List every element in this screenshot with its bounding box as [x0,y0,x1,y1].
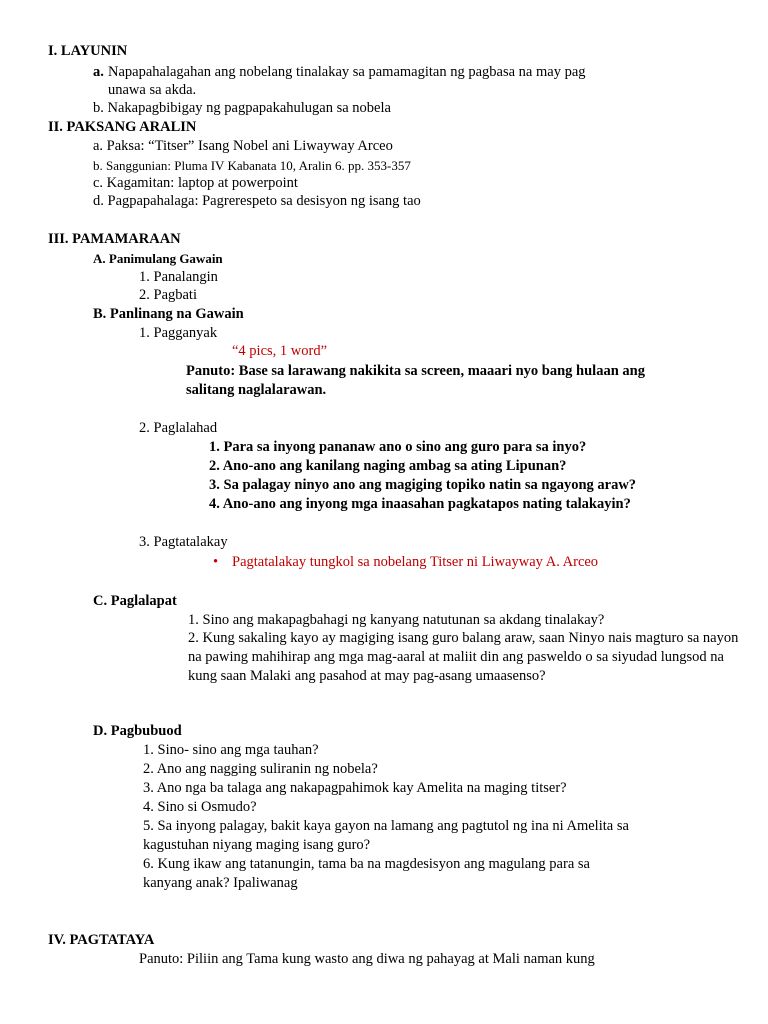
heading-paglalapat: C. Paglalapat [93,593,177,609]
heading-panimulang-gawain: A. Panimulang Gawain [93,251,223,266]
heading-pagtataya: IV. PAGTATAYA [48,932,155,948]
panuto-line1: Panuto: Base sa larawang nakikita sa screen, maaari nyo bang hulaan ang [186,363,645,379]
pagtataya-panuto: Panuto: Piliin ang Tama kung wasto ang diwa ng pahayag at Mali naman kung [139,951,595,967]
paglalahad-question: 2. Ano-ano ang kanilang naging ambag sa ating Lipunan? [209,458,567,474]
pagbubuod-question-6-line1: 6. Kung ikaw ang tatanungin, tama ba na magdesisyon ang magulang para sa [143,856,590,872]
heading-paksang-aralin: II. PAKSANG ARALIN [48,119,197,135]
paksa-line: a. Paksa: “Titser” Isang Nobel ani Liwayway Arceo [93,138,393,154]
paglalapat-question-2: 2. Kung sakaling kayo ay magiging isang guro balang araw, saan Ninyo nais magturo sa nayon na pawing mahihirap ang mga mag-aaral at maliit din ang pasweldo o sa siyudad lungsod na kung saan Malaki ang pasahod at may pag-asang umaasenso? [188,630,739,684]
heading-pagbubuod: D. Pagbubuod [93,723,182,739]
paglalahad-question: 4. Ano-ano ang inyong mga inaasahan pagkatapos nating talakayin? [209,496,631,512]
layunin-a-line2: unawa sa akda. [108,82,197,98]
paglalahad-question: 1. Para sa inyong pananaw ano o sino ang guro para sa inyo? [209,439,587,455]
layunin-a-marker: a. [93,64,104,80]
pagbubuod-question-3: 3. Ano nga ba talaga ang nakapagpahimok kay Amelita na maging titser? [143,780,567,796]
layunin-b: b. Nakapagbibigay ng pagpapakahulugan sa nobela [93,100,391,116]
pagbubuod-question-6-line2: kanyang anak? Ipaliwanag [143,875,298,891]
pagganyak-label: 1. Pagganyak [139,325,218,341]
heading-layunin: I. LAYUNIN [48,43,128,59]
pagpapahalaga-line: d. Pagpapahalaga: Pagrerespeto sa desisyon ng isang tao [93,193,421,209]
pagtatalakay-topic: Pagtatalakay tungkol sa nobelang Titser ni Liwayway A. Arceo [232,554,599,570]
pagbubuod-question-2: 2. Ano ang nagging suliranin ng nobela? [143,761,378,777]
layunin-a-line1: Napapahalagahan ang nobelang tinalakay sa pamamagitan ng pagbasa na may pag [108,64,586,80]
sanggunian-line: b. Sanggunian: Pluma IV Kabanata 10, Aralin 6. pp. 353-357 [93,158,411,173]
heading-panlinang-na-gawain: B. Panlinang na Gawain [93,306,244,322]
paglalapat-question-1: 1. Sino ang makapagbahagi ng kanyang natutunan sa akdang tinalakay? [188,612,605,628]
panuto-line2: salitang naglalarawan. [186,382,327,398]
pagbubuod-question-4: 4. Sino si Osmudo? [143,799,257,815]
heading-pamamaraan: III. PAMAMARAAN [48,231,181,247]
pagbubuod-question-5-line1: 5. Sa inyong palagay, bakit kaya gayon na lamang ang pagtutol ng ina ni Amelita sa [143,818,629,834]
game-title: “4 pics, 1 word” [232,343,328,359]
paglalahad-label: 2. Paglalahad [139,420,218,436]
pagtatalakay-label: 3. Pagtatalakay [139,534,228,550]
paglalahad-question: 3. Sa palagay ninyo ano ang magiging topiko natin sa ngayong araw? [209,477,637,493]
bullet-icon: • [213,554,219,570]
list-item: 1. Panalangin [139,269,218,285]
pagbubuod-question-1: 1. Sino- sino ang mga tauhan? [143,742,319,758]
list-item: 2. Pagbati [139,287,197,303]
kagamitan-line: c. Kagamitan: laptop at powerpoint [93,175,298,191]
pagbubuod-question-5-line2: kagustuhan niyang maging isang guro? [143,837,371,853]
